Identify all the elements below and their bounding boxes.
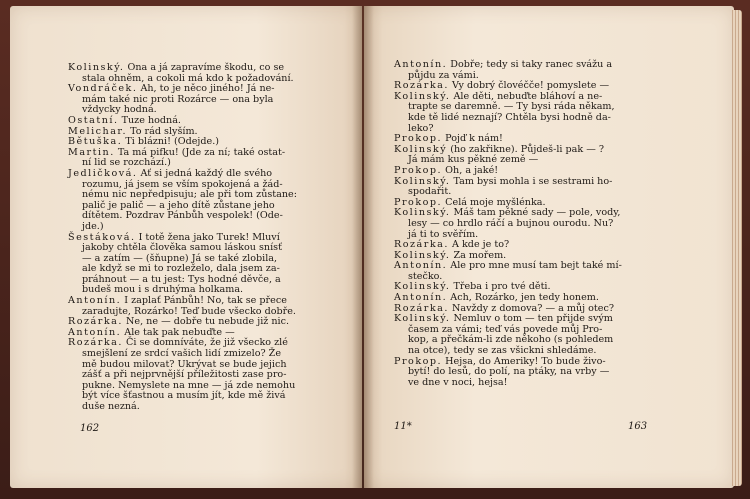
- right-page-text: [394, 60, 684, 388]
- dialogue-continuation: spodařit.: [408, 186, 452, 198]
- dialogue-line: [68, 169, 338, 233]
- dialogue-continuation: bytí! do lesů, do polí, na ptáky, na vrby —: [408, 366, 610, 378]
- dialogue-continuation: na otce), tedy se zas všickni shledáme.: [408, 345, 597, 357]
- dialogue-line: [68, 296, 338, 317]
- speaker-name: Ostatní.: [68, 114, 119, 126]
- dialogue-continuation: stečko.: [408, 270, 443, 282]
- speaker-name: Antonín.: [394, 260, 448, 272]
- dialogue-text: A kde je to?: [452, 239, 510, 251]
- dialogue-continuation: kop, a přečkám-li zde někoho (s pohledem: [408, 334, 614, 346]
- dialogue-line: [394, 60, 684, 81]
- dialogue-text: (ho zakřikne). Půjdeš-li pak — ?: [450, 143, 605, 155]
- dialogue-continuation: Já mám kus pěkné země —: [408, 154, 539, 166]
- dialogue-continuation: mě budou milovat? Ukrývat se bude jejich: [82, 358, 287, 370]
- dialogue-text: Ach, Rozárko, jen tedy honem.: [450, 292, 599, 304]
- speaker-name: Kolinský.: [394, 90, 451, 102]
- speaker-name: Antonín.: [68, 295, 122, 307]
- dialogue-line: [68, 84, 338, 116]
- speaker-name: Kolinský.: [394, 249, 451, 261]
- dialogue-continuation: mám také nic proti Rozárce — ona byla: [82, 93, 274, 105]
- left-page: [10, 6, 362, 488]
- dialogue-continuation: budeš mou i s druhýma holkama.: [82, 284, 244, 296]
- dialogue-continuation: jakoby chtěla člověka samou láskou snísť: [82, 242, 282, 254]
- dialogue-text: Celá moje myšlénka.: [445, 196, 546, 208]
- left-page-number: 162: [80, 423, 100, 434]
- dialogue-line: [394, 314, 684, 356]
- dialogue-text: Ah, to je něco jiného! Já ne-: [140, 83, 275, 95]
- speaker-name: Kolinský.: [68, 62, 125, 73]
- dialogue-continuation: ní lid se rozchází.): [82, 157, 171, 169]
- dialogue-continuation: pukne. Nemyslete na mne — já zde nemohu: [82, 379, 296, 391]
- dialogue-text: Ta má pifku! (Jde za ní; také ostat-: [117, 146, 286, 158]
- dialogue-text: I zaplať Pánbůh! No, tak se přece: [124, 295, 287, 307]
- speaker-name: Rozárka.: [394, 239, 449, 251]
- left-page-text: [68, 63, 338, 413]
- speaker-name: Jedličková.: [68, 167, 138, 179]
- dialogue-text: Hejsa, do Ameriky! To bude živo-: [445, 355, 606, 367]
- dialogue-continuation: duše nezná.: [82, 401, 140, 412]
- dialogue-text: Pojď k nám!: [445, 133, 503, 145]
- dialogue-text: Ať si jedná každý dle svého: [140, 167, 273, 179]
- page-edges: [732, 10, 742, 486]
- speaker-name: Šestáková.: [68, 231, 136, 243]
- dialogue-continuation: rozumu, já jsem se vším spokojená a žád-: [82, 178, 283, 190]
- speaker-name: Melichar.: [68, 125, 127, 137]
- speaker-name: Kolinský.: [394, 175, 451, 187]
- dialogue-text: Ne, ne — dobře tu nebude již nic.: [126, 316, 290, 328]
- dialogue-line: [394, 92, 684, 134]
- speaker-name: Kolinský.: [394, 313, 451, 325]
- dialogue-text: Ale děti, nebuďte bláhoví a ne-: [453, 90, 603, 102]
- speaker-name: Prokop.: [394, 196, 443, 208]
- dialogue-text: Ona a já zapravíme škodu, co se: [127, 62, 285, 73]
- speaker-name: Martin.: [68, 146, 115, 158]
- speaker-name: Kolinský: [394, 143, 448, 155]
- speaker-name: Antonín.: [68, 326, 122, 338]
- dialogue-text: Navždy z domova? — a můj otec?: [452, 302, 614, 314]
- dialogue-text: Třeba i pro tvé děti.: [453, 281, 551, 293]
- speaker-name: Bětuška.: [68, 136, 123, 148]
- dialogue-text: Či se domníváte, že již všecko zlé: [126, 337, 288, 349]
- dialogue-continuation: trapte se daremně. — Ty bysi ráda někam,: [408, 101, 615, 113]
- speaker-name: Rozárka.: [68, 316, 123, 328]
- dialogue-continuation: nému nic nepředpisuju; ale při tom zůstane:: [82, 189, 297, 201]
- dialogue-text: Oh, a jaké!: [445, 164, 499, 176]
- dialogue-text: Tam bysi mohla i se sestrami ho-: [453, 175, 613, 187]
- dialogue-continuation: časem za vámi; teď vás povede můj Pro-: [408, 323, 603, 335]
- dialogue-continuation: kde tě lidé neznají? Chtěla bysi hodně da-: [408, 111, 611, 123]
- dialogue-line: [394, 177, 684, 198]
- speaker-name: Rozárka.: [394, 80, 449, 92]
- right-page: [364, 6, 734, 488]
- book-gutter: [352, 6, 374, 488]
- dialogue-continuation: jde.): [82, 220, 104, 232]
- dialogue-line: [68, 63, 338, 84]
- dialogue-continuation: ale když se mi to rozleželo, dala jsem za-: [82, 263, 280, 275]
- dialogue-text: Dobře; tedy si taky ranec svážu a: [450, 59, 613, 70]
- dialogue-text: Máš tam pěkné sady — pole, vody,: [453, 207, 621, 219]
- dialogue-continuation: smejšlení ze srdcí vašich lidí zmizelo? Že: [82, 348, 282, 360]
- signature-mark: 11*: [394, 421, 412, 432]
- speaker-name: Antonín.: [394, 59, 448, 70]
- speaker-name: Prokop.: [394, 164, 443, 176]
- dialogue-line: [68, 233, 338, 297]
- dialogue-text: Nemluv o tom — ten přijde svým: [453, 313, 613, 325]
- dialogue-continuation: já ti to svěřím.: [408, 228, 479, 240]
- dialogue-line: [394, 357, 684, 389]
- dialogue-continuation: být více šťastnou a musím jít, kde mě živá: [82, 390, 286, 402]
- dialogue-text: Ale pro mne musí tam bejt také mí-: [450, 260, 622, 272]
- dialogue-text: Vy dobrý človéčče! pomyslete —: [452, 80, 610, 92]
- speaker-name: Vondráček.: [68, 83, 138, 95]
- speaker-name: Prokop.: [394, 133, 443, 145]
- dialogue-continuation: dítětem. Pozdrav Pánbůh vespolek! (Ode-: [82, 210, 283, 222]
- dialogue-line: [394, 145, 684, 166]
- dialogue-continuation: lesy — co hrdlo ráčí a bujnou ourodu. Nu?: [408, 217, 614, 229]
- dialogue-text: Za mořem.: [453, 249, 507, 261]
- dialogue-continuation: zášť a při nejprvnější příležitosti zase pro-: [82, 369, 287, 381]
- right-page-number: 163: [628, 421, 648, 432]
- speaker-name: Antonín.: [394, 292, 448, 304]
- dialogue-line: [394, 261, 684, 282]
- dialogue-continuation: stala ohněm, a cokoli má kdo k požadování.: [82, 72, 294, 84]
- dialogue-continuation: zaradujte, Rozárko! Teď bude všecko dobře.: [82, 305, 296, 317]
- dialogue-continuation: vždycky hodná.: [82, 104, 157, 116]
- dialogue-continuation: ve dne v noci, hejsa!: [408, 376, 508, 388]
- speaker-name: Prokop.: [394, 355, 443, 367]
- speaker-name: Kolinský.: [394, 281, 451, 293]
- dialogue-continuation: leko?: [408, 122, 434, 134]
- dialogue-text: To rád slyším.: [130, 125, 198, 137]
- dialogue-text: Tuze hodná.: [121, 114, 181, 126]
- dialogue-text: Ale tak pak nebuďte —: [124, 326, 235, 338]
- dialogue-line: [68, 338, 338, 412]
- dialogue-text: I totě žena jako Turek! Mluví: [138, 231, 280, 243]
- dialogue-text: Ti blázni! (Odejde.): [125, 136, 220, 148]
- dialogue-continuation: palič je palič — a jeho dítě zůstane jeho: [82, 199, 275, 211]
- dialogue-continuation: — a zatím — (šňupne) Já se také zlobila,: [82, 252, 278, 264]
- speaker-name: Rozárka.: [68, 337, 123, 349]
- dialogue-continuation: práhnout — a tu jest: Tys hodné děvče, a: [82, 273, 281, 285]
- dialogue-continuation: půjdu za vámi.: [408, 69, 479, 81]
- dialogue-line: [68, 148, 338, 169]
- dialogue-line: [394, 208, 684, 240]
- speaker-name: Rozárka.: [394, 302, 449, 314]
- speaker-name: Kolinský.: [394, 207, 451, 219]
